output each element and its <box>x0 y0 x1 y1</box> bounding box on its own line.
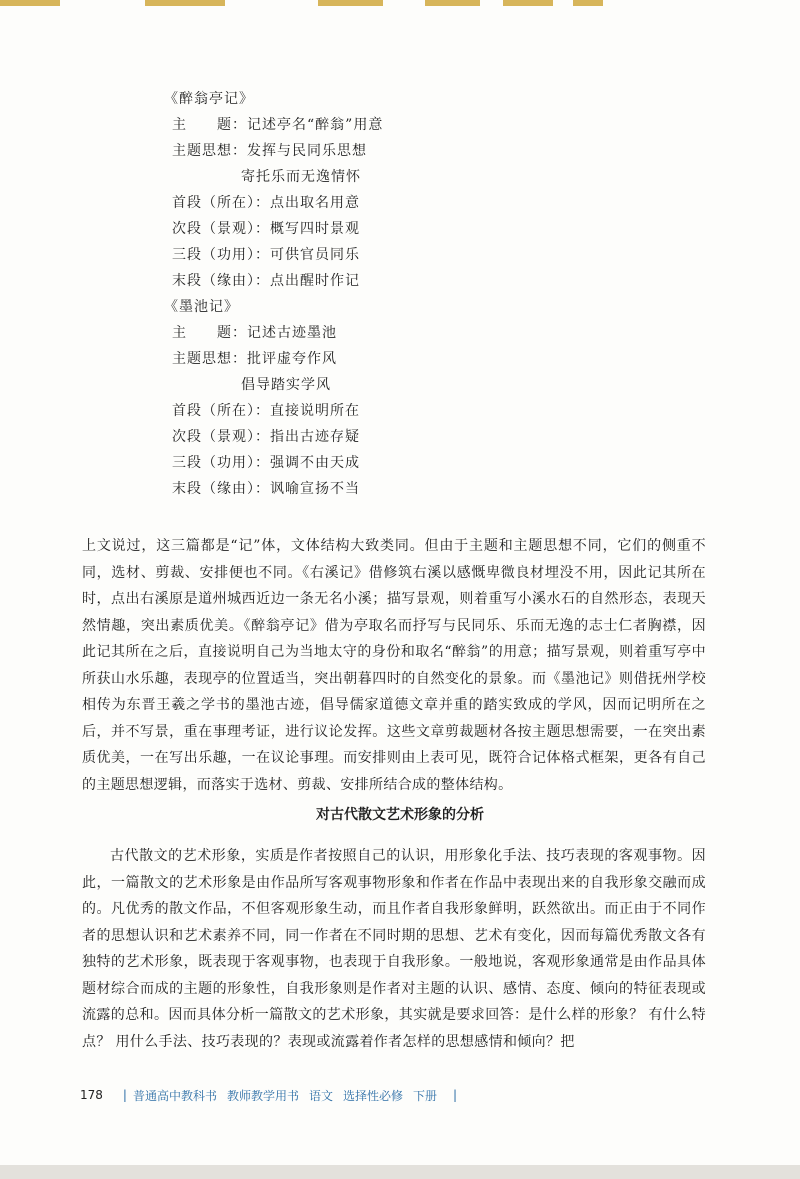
outline-line: 倡导踏实学风 <box>241 377 331 393</box>
page-footer <box>80 1084 463 1106</box>
outline-line: 末段（缘由）：点出醒时作记 <box>172 273 360 289</box>
outline-line: 次段（景观）：概写四时景观 <box>172 221 360 237</box>
outline-line: 寄托乐而无逸情怀 <box>241 169 361 185</box>
footer-course: 选择性必修 <box>343 1088 404 1103</box>
outline-line: 次段（景观）：指出古迹存疑 <box>172 429 360 445</box>
outline-line: 主 题：记述亭名“醉翁”用意 <box>172 117 384 133</box>
outline-line: 首段（所在）：点出取名用意 <box>172 195 360 211</box>
outline-line: 首段（所在）：直接说明所在 <box>172 403 360 419</box>
structure-outline <box>0 0 800 520</box>
footer-volume: 下册 <box>413 1088 438 1103</box>
outline-title: 《墨池记》 <box>164 299 239 315</box>
outline-line: 主题思想：批评虚夸作风 <box>172 351 337 367</box>
section-heading: 对古代散文艺术形象的分析 <box>316 807 484 823</box>
footer-divider: | <box>453 1088 458 1102</box>
outline-line: 三段（功用）：强调不由天成 <box>172 455 360 471</box>
outline-line: 三段（功用）：可供官员同乐 <box>172 247 360 263</box>
outline-title: 《醉翁亭记》 <box>164 91 254 107</box>
outline-line: 主题思想：发挥与民同乐思想 <box>172 143 367 159</box>
footer-book-type: 教师教学用书 <box>226 1088 299 1103</box>
body-paragraph: 古代散文的艺术形象，实质是作者按照自己的认识，用形象化手法、技巧表现的客观事物。因此，一篇散文的艺术形象是由作品所写客观事物形象和作者在作品中表现出来的自我形象交融而成的。凡优秀的散文作品，不但客观形象生动，而且作者自我形象鲜明，跃然欲出。而正由于不同作者的思想认识和艺术素养不同，同一作者在不同时期的思想、艺术有变化，因而每篇优秀散文各有独特的艺术形象，既表现于客观事物，也表现于自我形象。一般地说，客观形象通常是由作品具体题材综合而成的主题的形象性，自我形象则是作者对主题的认识、感情、态度、倾向的特征表现或流露的总和。因而具体分析一篇散文的艺术形象，其实就是要求回答：是什么样的形象？ 有什么特点？ 用什么手法、技巧表现的？表现或流露着作者怎样的思想感情和倾向？把 <box>82 848 706 1050</box>
outline-line: 主 题：记述古迹墨池 <box>172 325 337 341</box>
outline-line: 末段（缘由）：讽喻宣扬不当 <box>172 481 360 497</box>
page-bottom-edge <box>0 1165 800 1179</box>
footer-subject: 语文 <box>308 1088 333 1103</box>
page-number: 178 <box>80 1088 103 1102</box>
footer-divider: | <box>122 1088 127 1102</box>
body-paragraph: 上文说过，这三篇都是“记”体，文体结构大致类同。但由于主题和主题思想不同，它们的侧重不同，选材、剪裁、安排便也不同。《右溪记》借修筑右溪以感慨卑微良材埋没不用，因此记其所在时，点出右溪原是道州城西近边一条无名小溪；描写景观，则着重写小溪水石的自然形态，表现天然情趣，突出素质优美。《醉翁亭记》借为亭取名而抒写与民同乐、乐而无逸的志士仁者胸襟，因此记其所在之后，直接说明自己为当地太守的身份和取名“醉翁”的用意；描写景观，则着重写亭中所获山水乐趣，表现亭的位置适当，突出朝暮四时的自然变化的景象。而《墨池记》则借抚州学校相传为东晋王羲之学书的墨池古迹，倡导儒家道德文章并重的踏实致成的学风，因而记明所在之后，并不写景，重在事理考证，进行议论发挥。这些文章剪裁题材各按主题思想需要，一在突出素质优美，一在写出乐趣，一在议论事理。而安排则由上表可见，既符合记体格式框架，更各有自己的主题思想逻辑，而落实于选材、剪裁、安排所结合成的整体结构。 <box>82 538 706 793</box>
footer-book-series: 普通高中教科书 <box>132 1088 217 1103</box>
